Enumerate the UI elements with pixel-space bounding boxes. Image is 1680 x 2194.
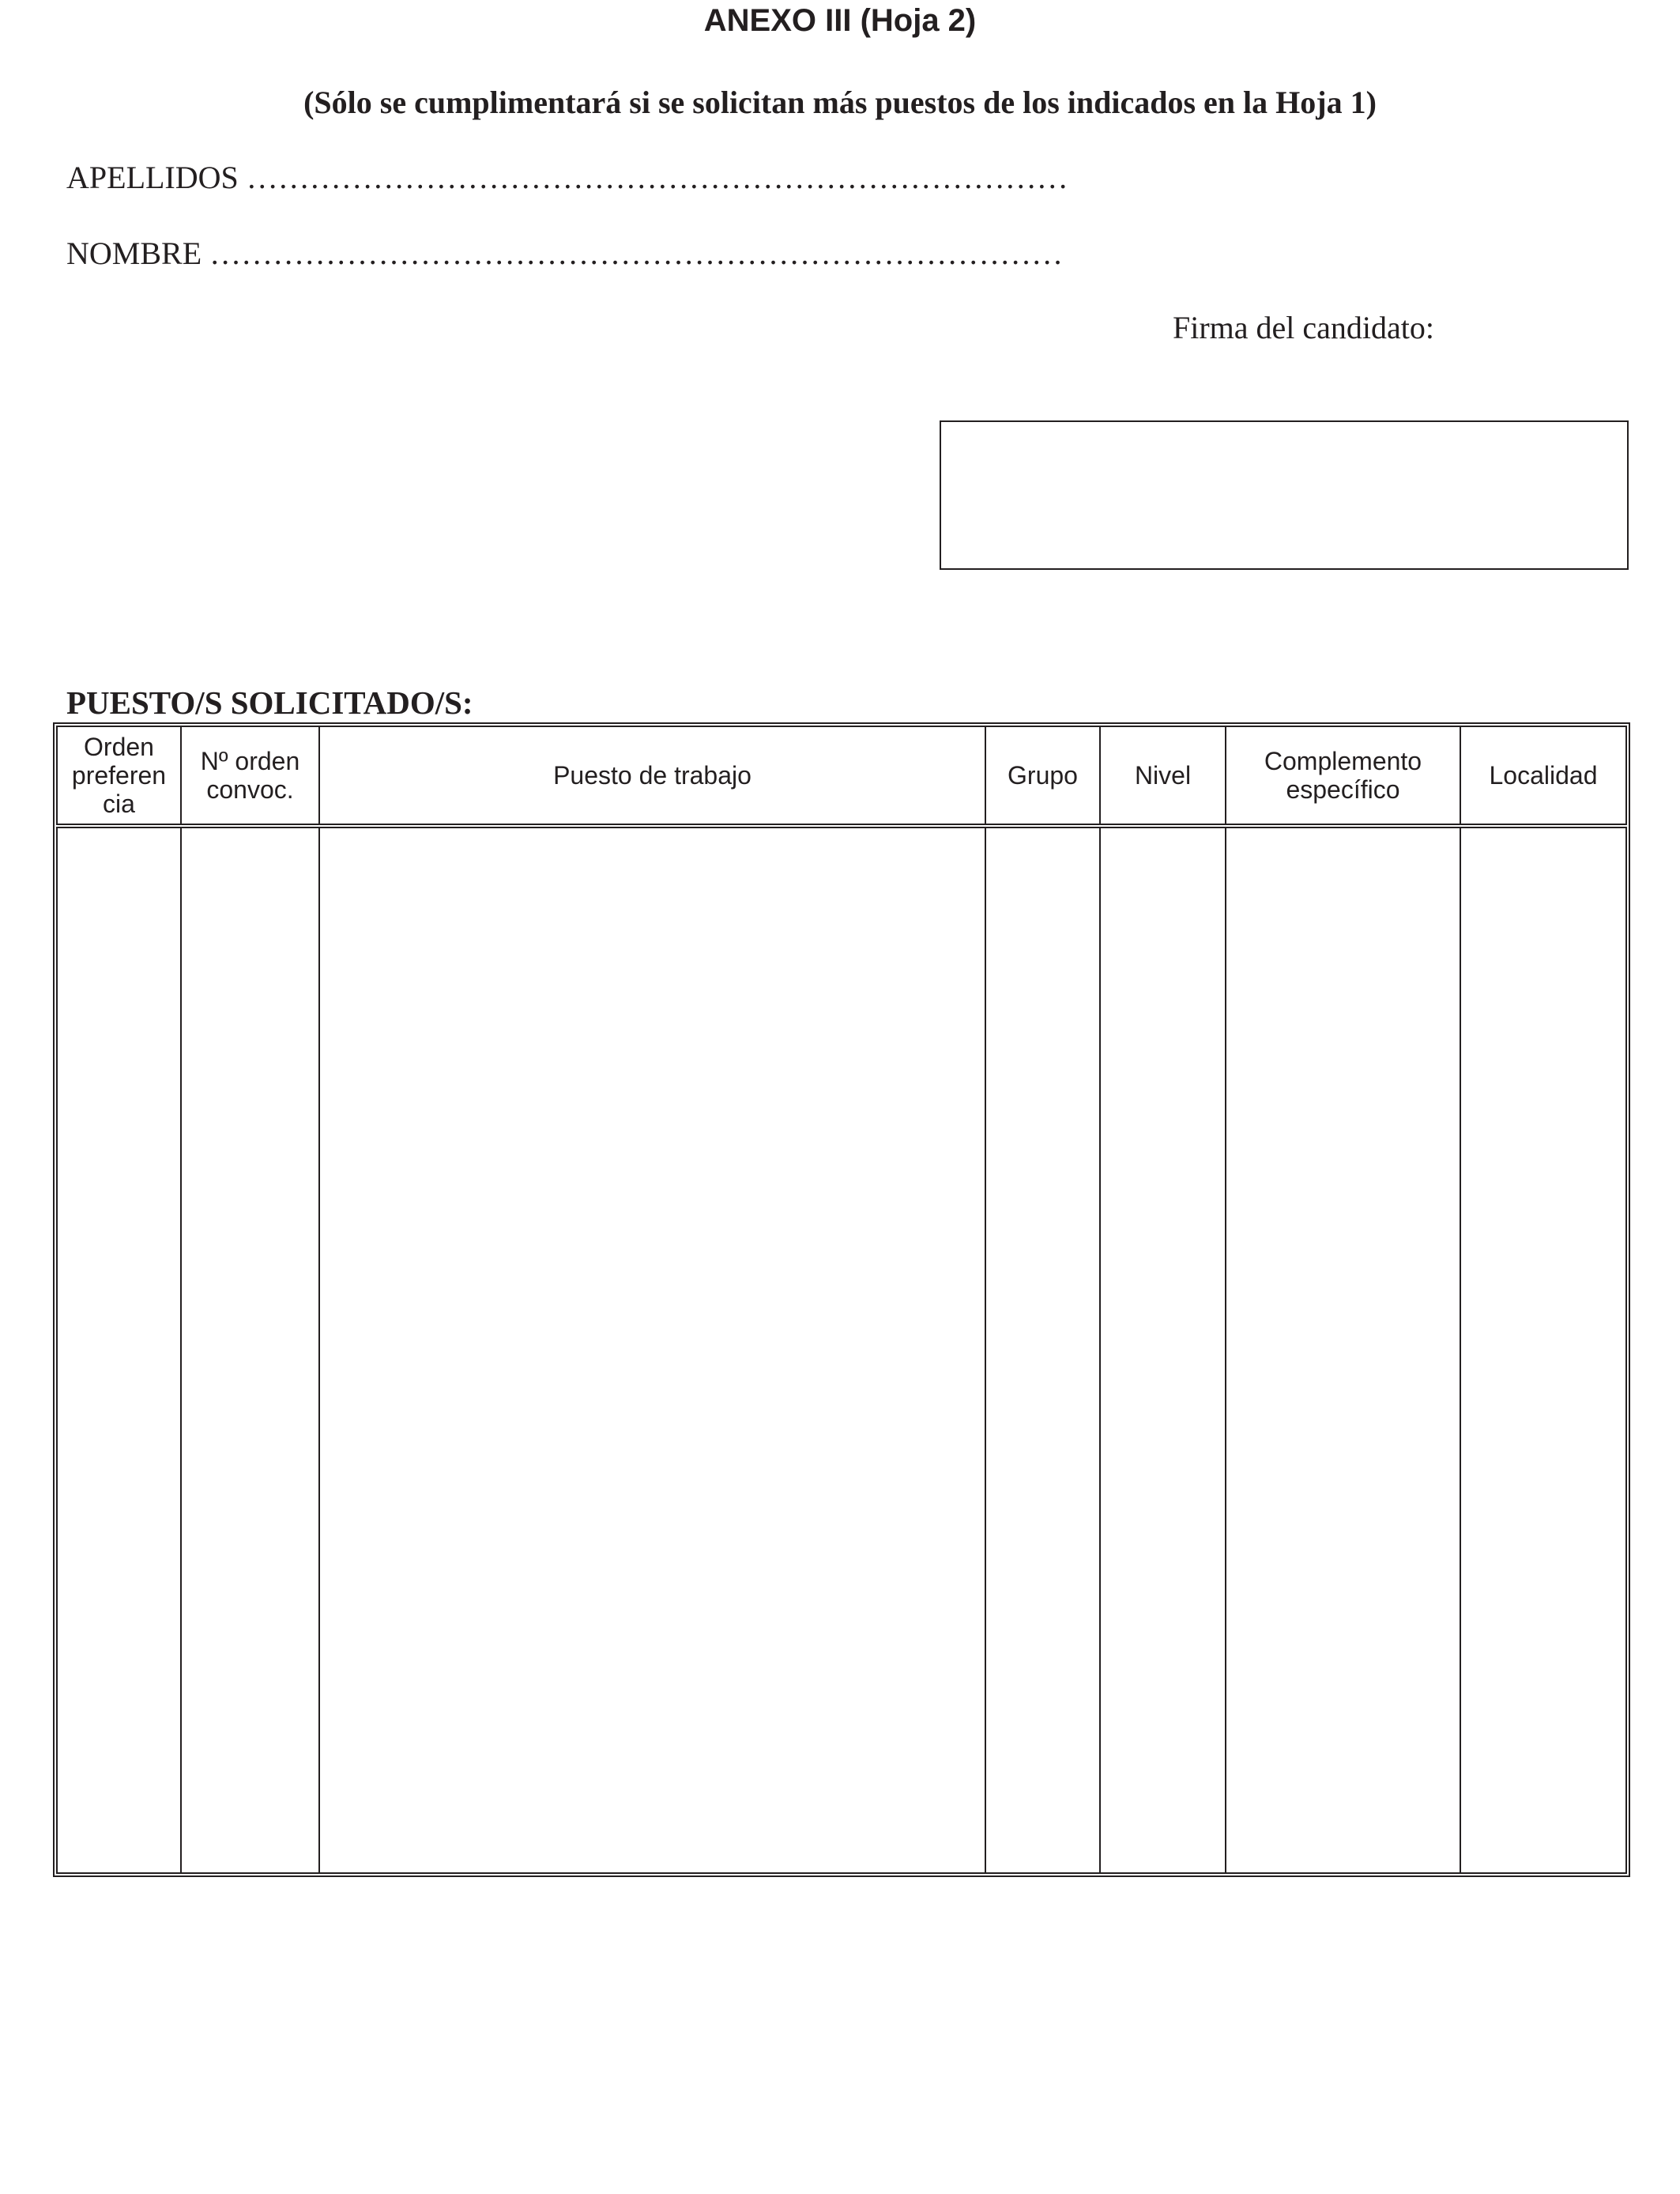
- table-cell-orden-preferencia[interactable]: [56, 827, 182, 1874]
- table-cell-localidad[interactable]: [1460, 827, 1627, 1874]
- table-cell-grupo[interactable]: [985, 827, 1101, 1874]
- section-heading: PUESTO/S SOLICITADO/S:: [66, 684, 473, 721]
- column-header-nivel: Nivel: [1099, 726, 1226, 825]
- column-header-orden-preferencia: Orden preferen cia: [56, 726, 182, 825]
- table-cell-puesto-trabajo[interactable]: [318, 827, 986, 1874]
- apellidos-field[interactable]: APELLIDOS ……………………………………………………………………: [66, 160, 1068, 195]
- nombre-field[interactable]: NOMBRE ………………………………………………………………………: [66, 236, 1064, 271]
- page-subtitle: (Sólo se cumplimentará si se solicitan más puestos de los indicados en la Hoja 1): [303, 85, 1377, 120]
- table-cell-numero-orden[interactable]: [180, 827, 320, 1874]
- page-title: ANEXO III (Hoja 2): [703, 3, 977, 38]
- column-header-numero-orden: Nº orden convoc.: [180, 726, 320, 825]
- signature-label: Firma del candidato:: [1173, 310, 1435, 345]
- table-cell-complemento[interactable]: [1225, 827, 1461, 1874]
- column-header-complemento: Complemento específico: [1225, 726, 1461, 825]
- column-header-grupo: Grupo: [985, 726, 1101, 825]
- column-header-localidad: Localidad: [1460, 726, 1627, 825]
- signature-box[interactable]: [940, 420, 1629, 570]
- table-cell-nivel[interactable]: [1099, 827, 1226, 1874]
- column-header-puesto-trabajo: Puesto de trabajo: [318, 726, 986, 825]
